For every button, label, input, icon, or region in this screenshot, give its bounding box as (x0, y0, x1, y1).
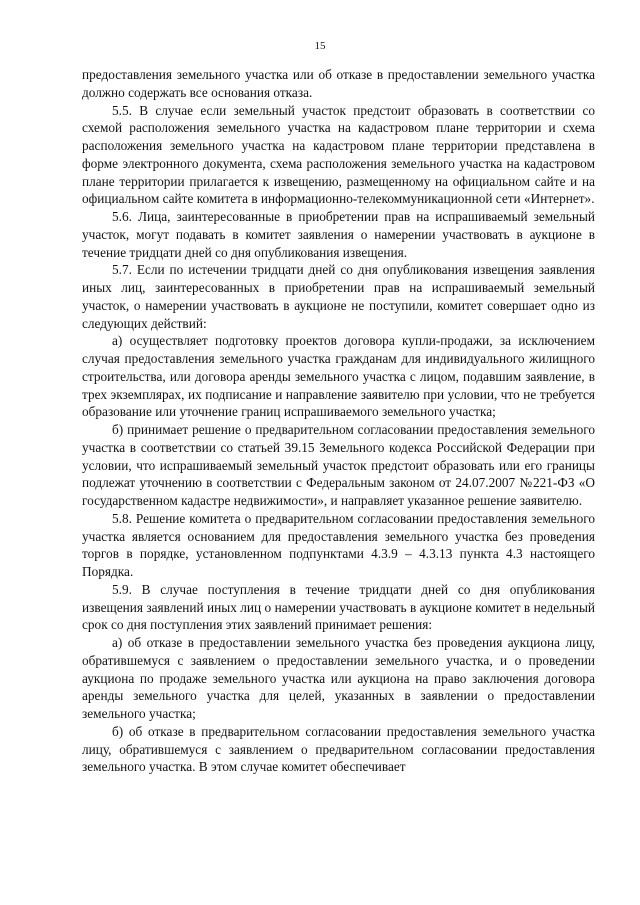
paragraph-5-9-a: а) об отказе в предоставлении земельного участка без проведения аукциона лицу, обратившемуся с заявлением о предоставлении земельного участка, и о проведении аукциона по продаже земельного участка или аукциона на право заключения договора аренды земельного участка для целей, указанных в заявлении о предоставлении земельного участка; (82, 635, 595, 721)
paragraph-5-7: 5.7. Если по истечении тридцати дней со дня опубликования извещения заявления иных лиц, заинтересованных в приобретении прав на испрашиваемый земельный участок, о намерении участвовать в аукционе не поступили, комитет совершает одно из следующих действий: (82, 262, 595, 331)
document-body (82, 66, 595, 776)
page-number: 15 (314, 40, 326, 52)
paragraph-5-6: 5.6. Лица, заинтересованные в приобретении прав на испрашиваемый земельный участок, могут подавать в комитет заявления о намерении участвовать в аукционе в течение тридцати дней со дня опубликования извещения. (82, 209, 595, 260)
paragraph-continuation: предоставления земельного участка или об отказе в предоставлении земельного участка должно содержать все основания отказа. (82, 67, 595, 100)
paragraph-5-7-a: а) осуществляет подготовку проектов договора купли-продажи, за исключением случая предоставления земельного участка гражданам для индивидуального жилищного строительства, или договора аренды земельного участка с лицом, подавшим заявление, в трех экземплярах, их подписание и направление заявителю при условии, что не требуется образование или уточнение границ испрашиваемого земельного участка; (82, 333, 595, 420)
paragraph-5-9-b: б) об отказе в предварительном согласовании предоставления земельного участка лицу, обратившемуся с заявлением о предварительном согласовании предоставления земельного участка. В этом случае комитет обеспечивает (82, 723, 595, 775)
paragraph-5-7-b: б) принимает решение о предварительном согласовании предоставления земельного участка в соответствии со статьей 39.15 Земельного кодекса Российской Федерации при условии, что испрашиваемый земельный участок предстоит образовать или его границы подлежат уточнению в соответствии с Федеральным законом от 24.07.2007 №221-ФЗ «О государственном кадастре недвижимости», и направляет указанное решение заявителю. (82, 422, 595, 508)
paragraph-5-8: 5.8. Решение комитета о предварительном согласовании предоставления земельного участка является основанием для предоставления земельного участка без проведения торгов в порядке, установленном подпунктами 4.3.9 – 4.3.13 пункта 4.3 настоящего Порядка. (82, 510, 595, 579)
paragraph-5-9: 5.9. В случае поступления в течение тридцати дней со дня опубликования извещения заявлений иных лиц о намерении участвовать в аукционе комитет в недельный срок со дня поступления этих заявлений принимает решения: (82, 581, 595, 633)
paragraph-5-5: 5.5. В случае если земельный участок предстоит образовать в соответствии со схемой расположения земельного участка на кадастровом плане территории и схема расположения земельного участка на кадастровом плане территории представлена в форме электронного документа, схема расположения земельного участка на кадастровом плане территории прилагается к извещению, размещенному на официальном сайте и на официальном сайте комитета в информационно-телекоммуникационной сети «Интернет». (82, 102, 595, 207)
